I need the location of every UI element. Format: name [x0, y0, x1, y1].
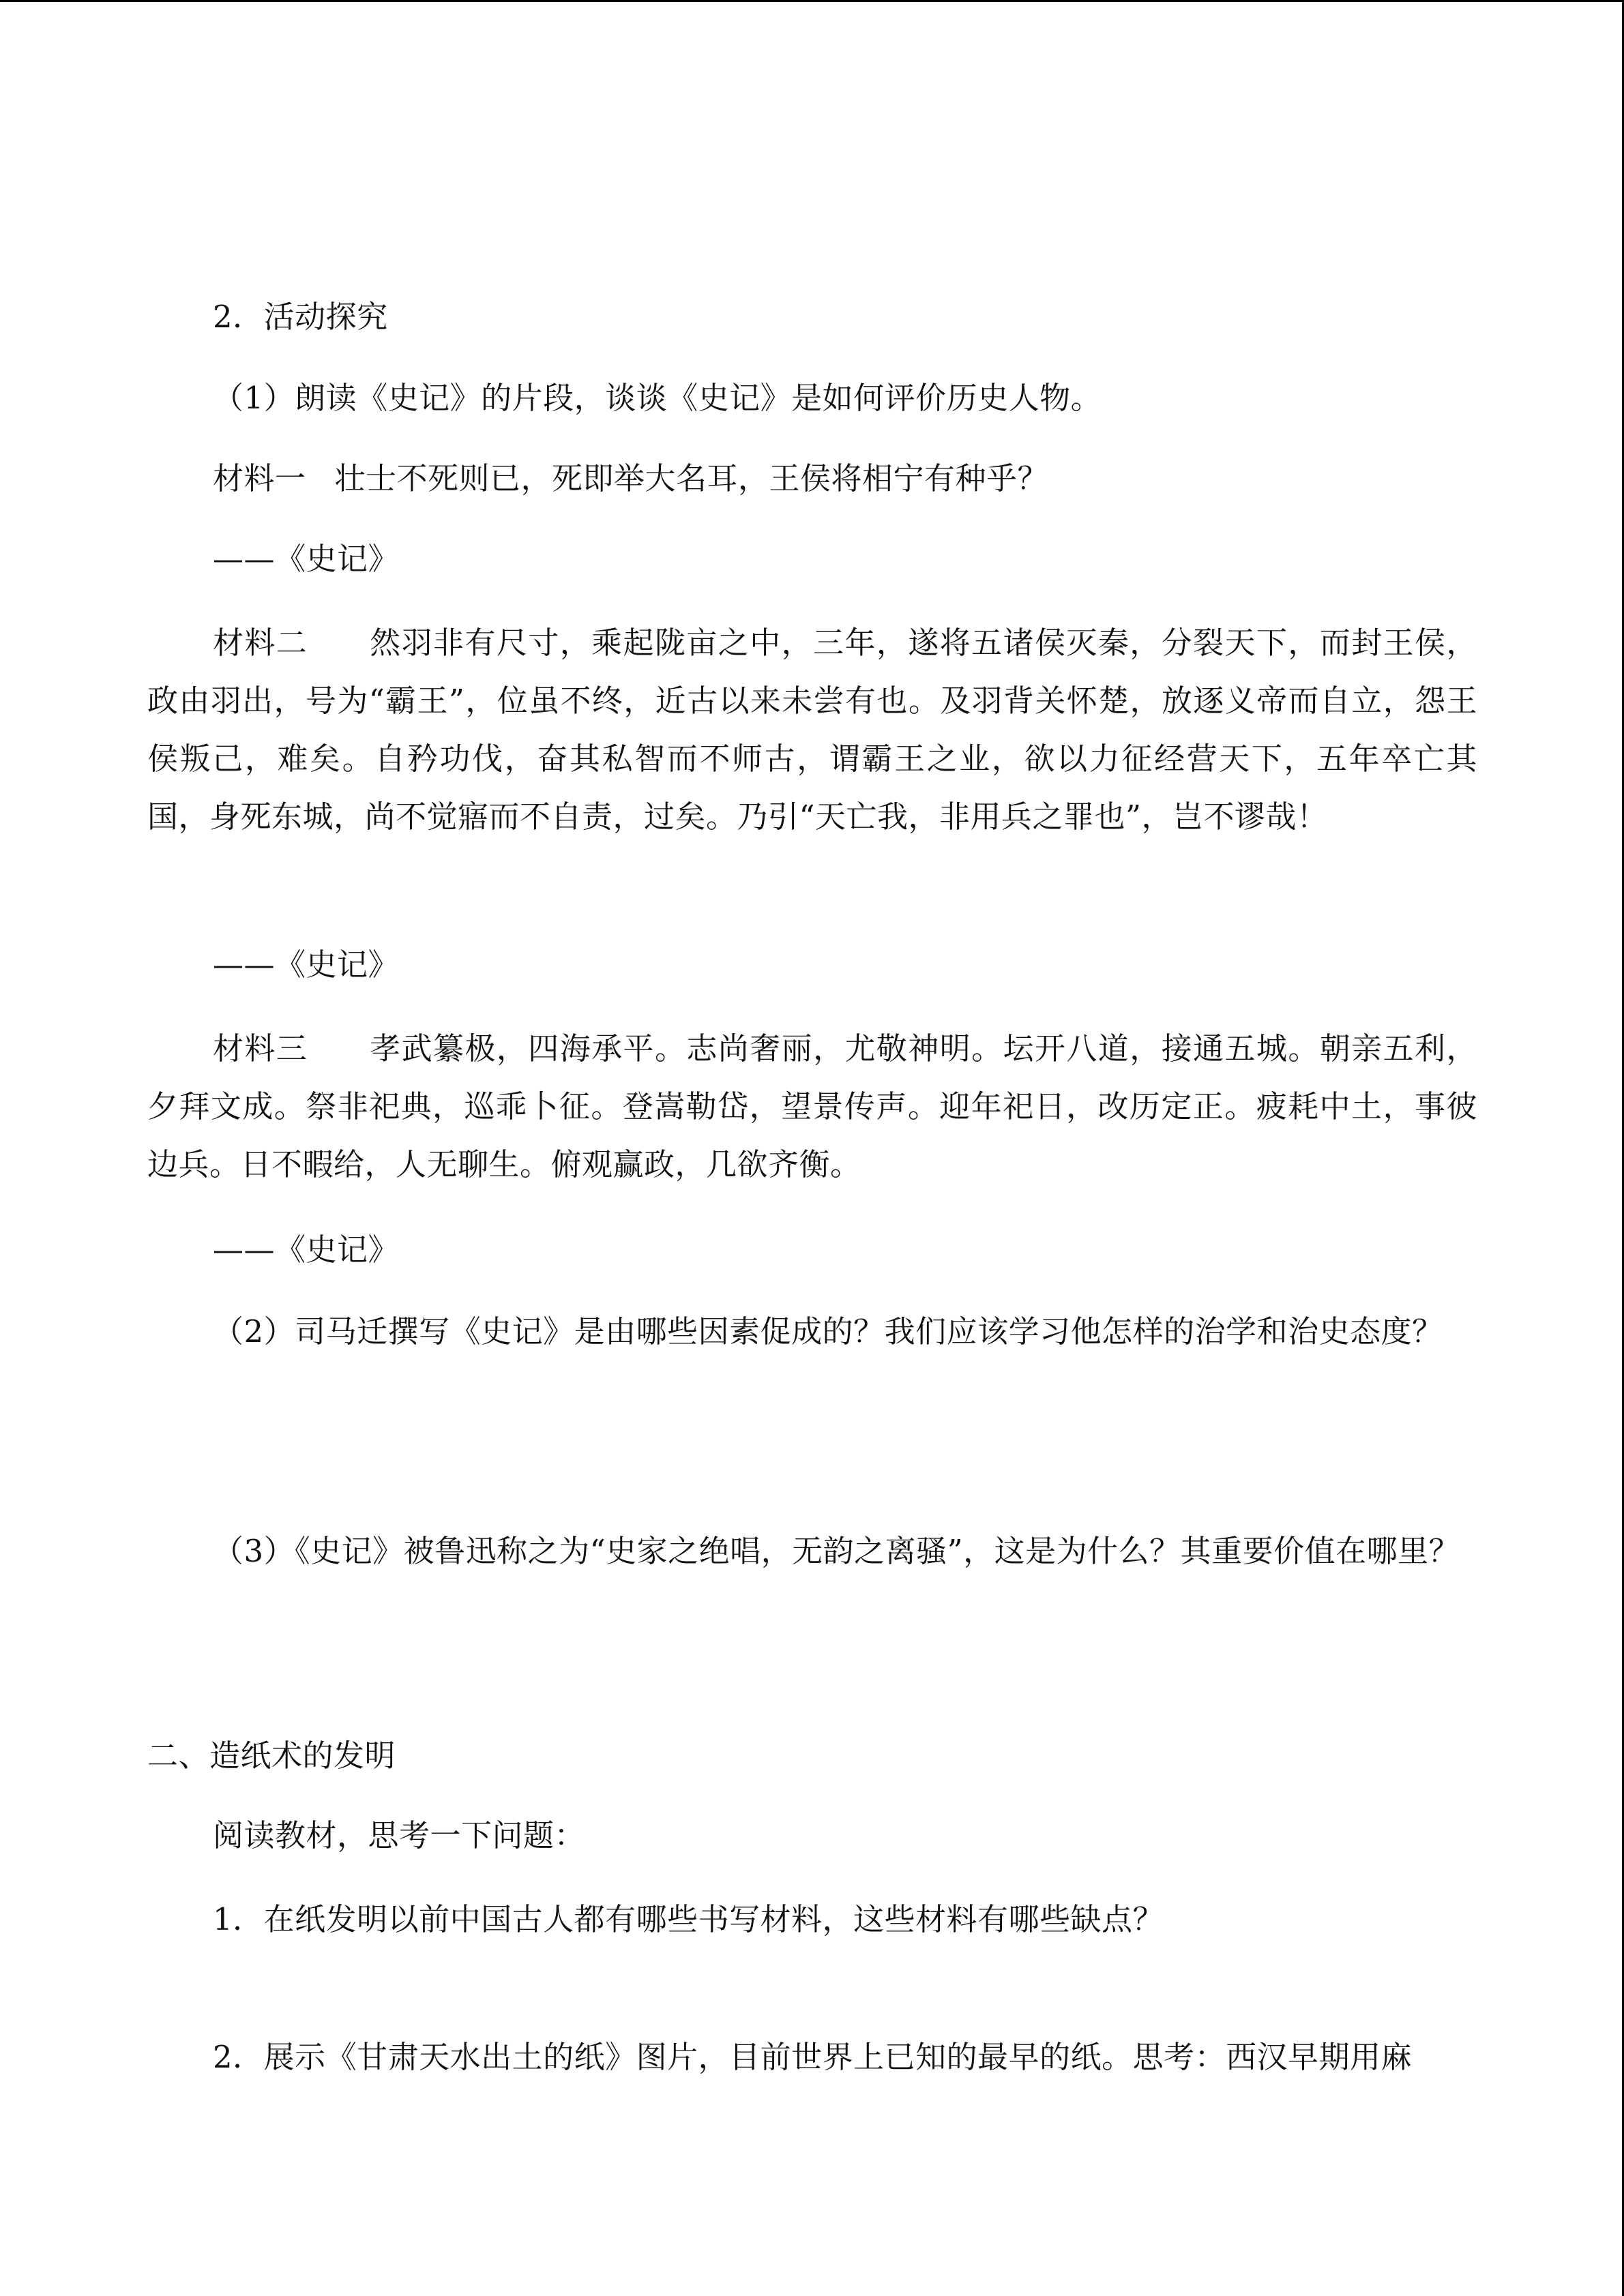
- material-1-label: 材料一: [213, 460, 306, 496]
- material-1: [213, 458, 1048, 499]
- material-1-source: ——《史记》: [213, 541, 400, 577]
- question-1: （1）朗读《史记》的片段，谈谈《史记》是如何评价历史人物。: [213, 380, 1102, 416]
- section-2-intro: 阅读教材，思考一下问题：: [213, 1817, 586, 1853]
- material-3: [147, 1019, 1477, 1193]
- material-1-text: 壮士不死则已，死即举大名耳，王侯将相宁有种乎？: [334, 460, 1049, 496]
- question-3: （3）《史记》被鲁迅称之为“史家之绝唱，无韵之离骚”，这是为什么？其重要价值在哪里？: [213, 1533, 1460, 1569]
- material-2-source: ——《史记》: [213, 946, 400, 983]
- material-2: [147, 614, 1477, 846]
- material-3-text: 孝武纂极，四海承平。志尚奢丽，尤敬神明。坛开八道，接通五城。朝亲五利，夕拜文成。祭非祀典，巡乖卜征。登嵩勒岱，望景传声。迎年祀日，改历定正。疲耗中土，事彼边兵。日不暇给，人无聊生。俯观赢政，几欲齐衡。: [147, 1030, 1477, 1182]
- material-3-label: 材料三: [213, 1030, 308, 1067]
- section-2-title: 二、造纸术的发明: [147, 1738, 396, 1774]
- material-3-source: ——《史记》: [213, 1232, 400, 1268]
- section-2-question-2: 2．展示《甘肃天水出土的纸》图片，目前世界上已知的最早的纸。思考：西汉早期用麻: [213, 2039, 1413, 2075]
- section-2-question-1: 1．在纸发明以前中国古人都有哪些书写材料，这些材料有哪些缺点？: [213, 1901, 1164, 1937]
- material-2-text: 然羽非有尺寸，乘起陇亩之中，三年，遂将五诸侯灭秦，分裂天下，而封王侯，政由羽出，号为“霸王”，位虽不终，近古以来未尝有也。及羽背关怀楚，放逐义帝而自立，怨王侯叛己，难矣。自矜功伐，奋其私智而不师古，谓霸王之业，欲以力征经营天下，五年卒亡其国，身死东城，尚不觉寤而不自责，过矣。乃引“天亡我，非用兵之罪也”，岂不谬哉！: [147, 625, 1477, 835]
- material-2-label: 材料二: [213, 625, 308, 661]
- question-2: （2）司马迁撰写《史记》是由哪些因素促成的？我们应该学习他怎样的治学和治史态度？: [213, 1313, 1443, 1350]
- activity-heading: 2．活动探究: [213, 299, 388, 335]
